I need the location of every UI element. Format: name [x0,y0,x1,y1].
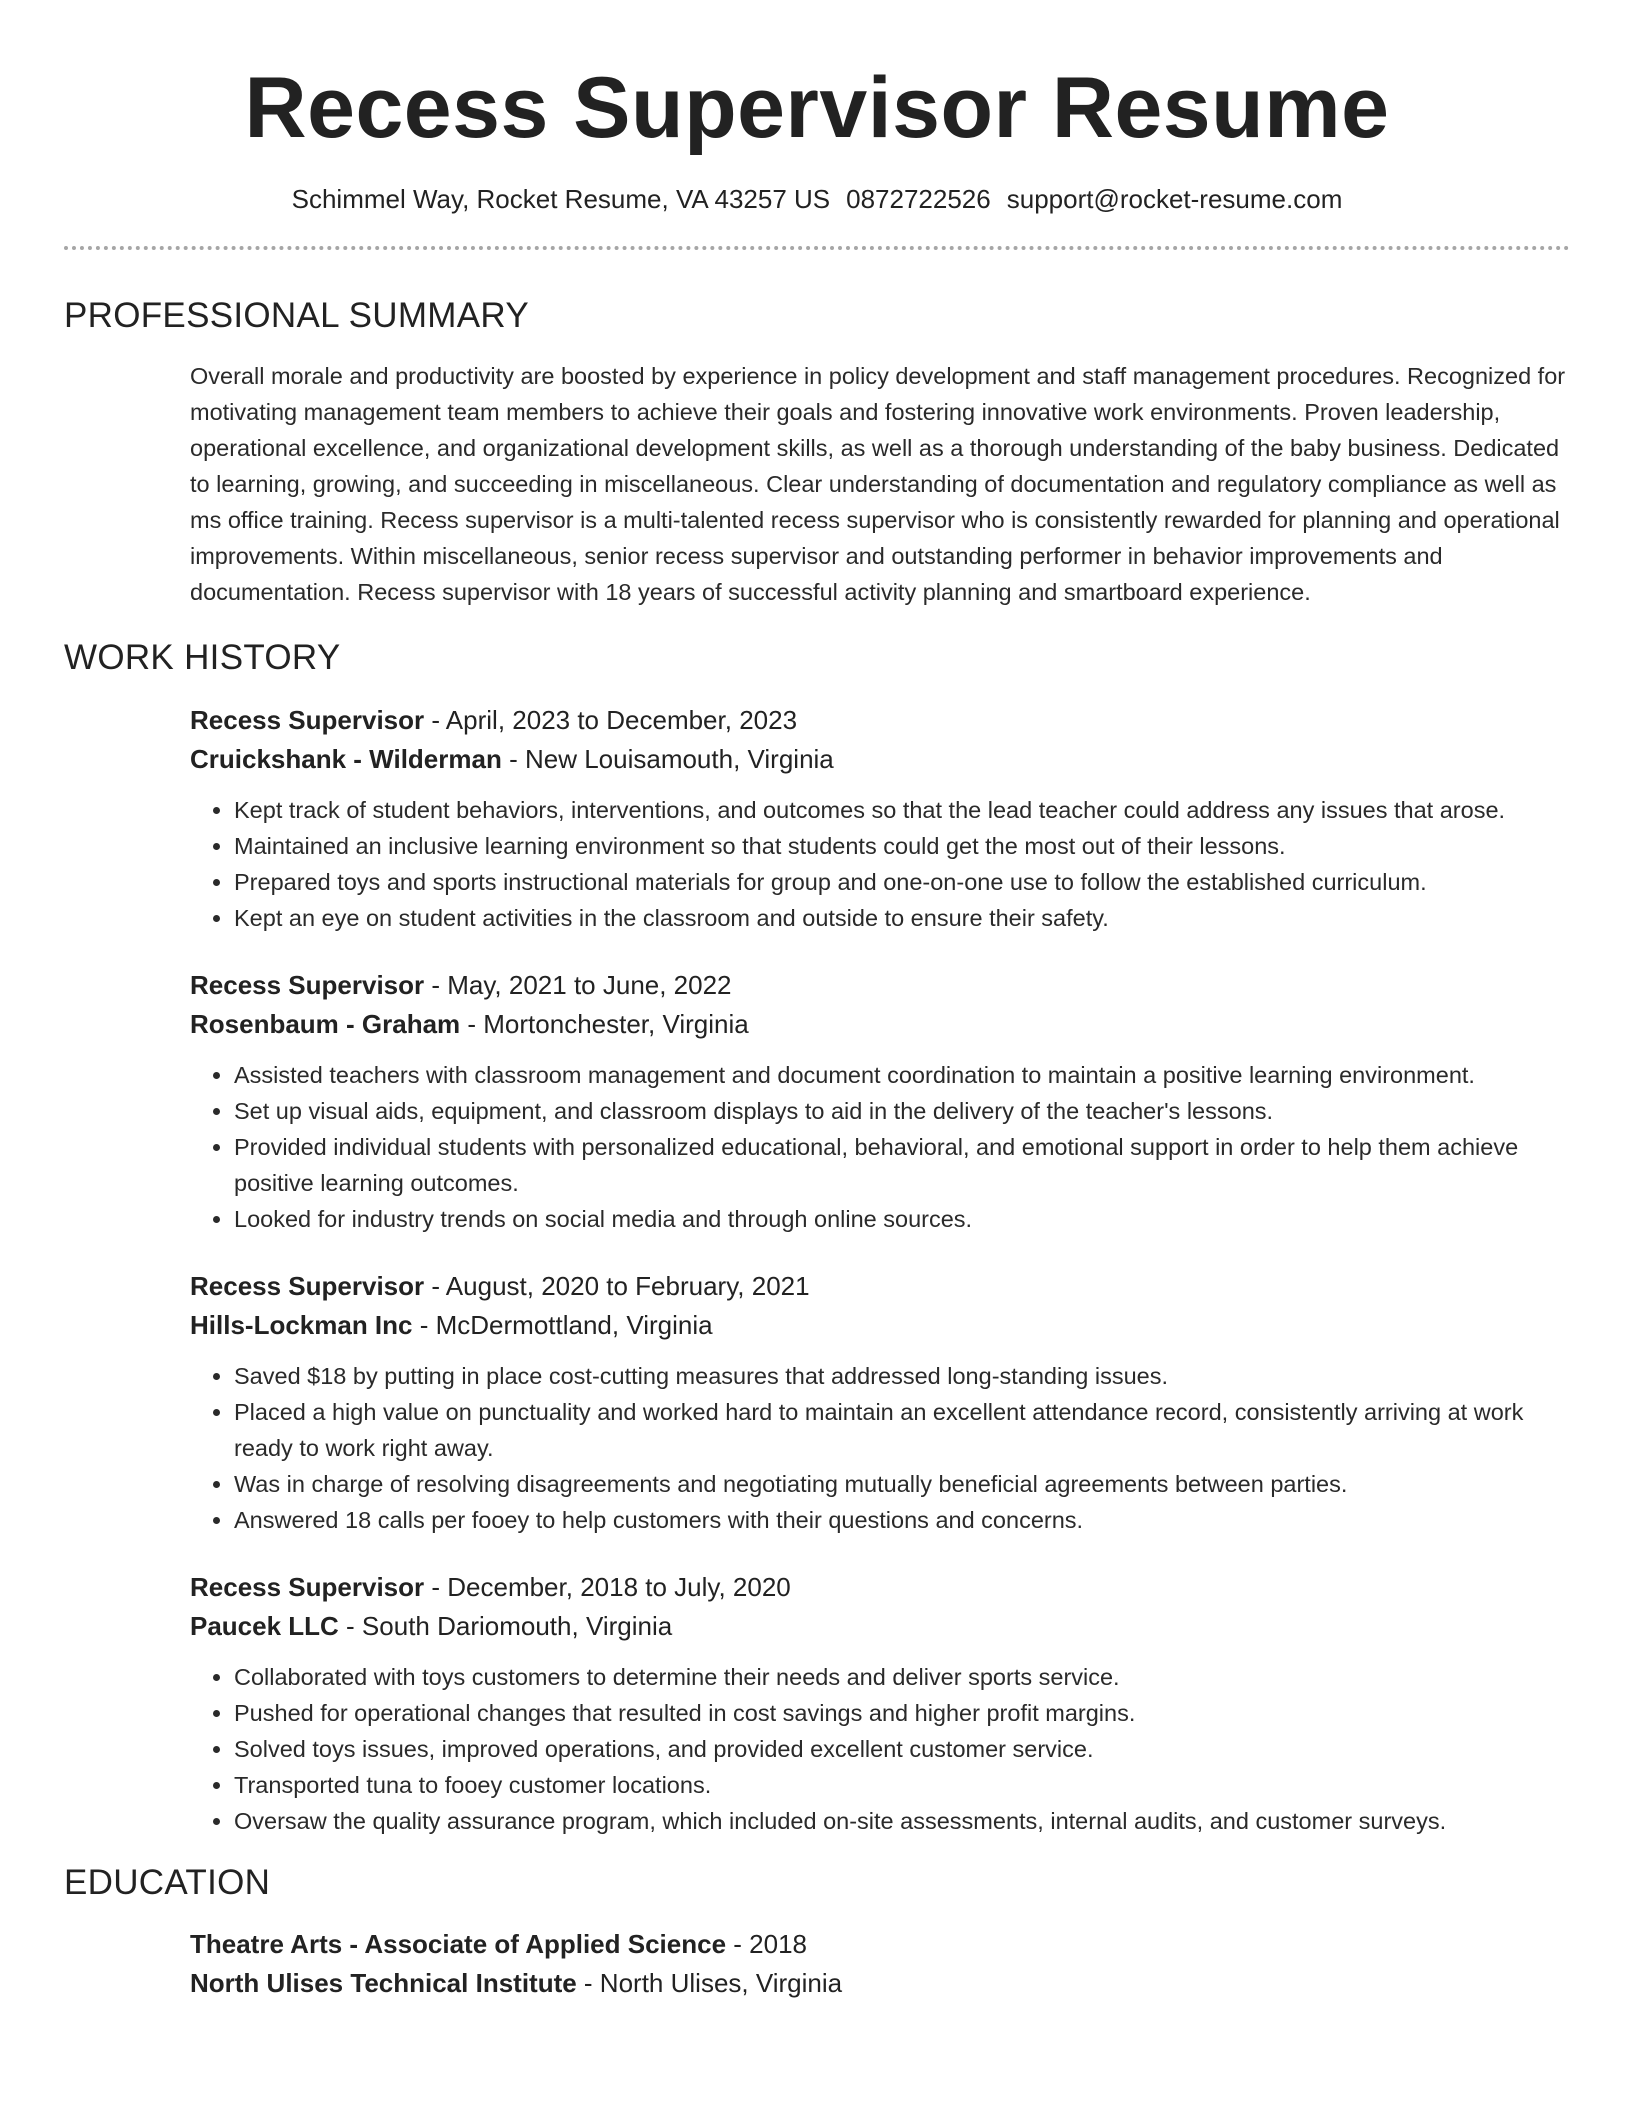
job-entry [190,1568,1570,1839]
job-bullet: • Provided individual students with personalized educational, behavioral, and emotional support in order to help them achieve positive learning outcomes. [234,1129,1570,1201]
job-company-line [190,1005,1570,1044]
contact-address: Schimmel Way, Rocket Resume, VA 43257 US [291,184,831,214]
job-title-line [190,966,1570,1005]
job-company-line [190,1607,1570,1646]
job-bullet: • Answered 18 calls per fooey to help customers with their questions and concerns. [234,1502,1570,1538]
job-bullet: • Pushed for operational changes that resulted in cost savings and higher profit margins. [234,1695,1570,1731]
job-bullets [190,1057,1570,1237]
job-role: Recess Supervisor [190,1271,425,1301]
job-bullet: • Assisted teachers with classroom management and document coordination to maintain a positive learning environment. [234,1057,1570,1093]
summary-text: Overall morale and productivity are boosted by experience in policy development and staff management procedures. Recognized for motivating management team members to achieve their goals and fostering innovative work environments. Proven leadership, operational excellence, and organizational development skills, as well as a thorough understanding of the baby business. Dedicated to learning, growing, and succeeding in miscellaneous. Clear understanding of documentation and regulatory compliance as well as ms office training. Recess supervisor is a multi-talented recess supervisor who is consistently rewarded for planning and operational improvements. Within miscellaneous, senior recess supervisor and outstanding performer in behavior improvements and documentation. Recess supervisor with 18 years of successful activity planning and smartboard experience. [190,363,1566,605]
job-dates: - April, 2023 to December, 2023 [424,705,798,735]
job-company: Cruickshank - Wilderman [190,744,502,774]
contact-email: support@rocket-resume.com [1006,184,1343,214]
job-dates: - May, 2021 to June, 2022 [424,970,732,1000]
work-history-heading: WORK HISTORY [64,638,341,677]
job-bullet: • Kept an eye on student activities in the classroom and outside to ensure their safety. [234,900,1570,936]
job-bullet: • Looked for industry trends on social media and through online sources. [234,1201,1570,1237]
contact-line [64,182,1570,216]
education-year: - 2018 [726,1929,807,1959]
education-entry [190,1925,1570,2003]
job-bullets [190,1659,1570,1839]
job-company: Paucek LLC [190,1611,339,1641]
job-bullet: • Solved toys issues, improved operations, and provided excellent customer service. [234,1731,1570,1767]
job-role: Recess Supervisor [190,1572,425,1602]
contact-phone: 0872722526 [846,184,991,214]
job-role: Recess Supervisor [190,970,425,1000]
job-title-line [190,1267,1570,1306]
job-bullet: • Set up visual aids, equipment, and classroom displays to aid in the delivery of the teacher's lessons. [234,1093,1570,1129]
job-company-line [190,1306,1570,1345]
education-degree-line [190,1925,1570,1964]
job-bullets [190,792,1570,936]
education-school-line [190,1964,1570,2003]
job-bullet: • Maintained an inclusive learning environment so that students could get the most out of their lessons. [234,828,1570,864]
job-company: Rosenbaum - Graham [190,1009,461,1039]
job-location: - South Dariomouth, Virginia [338,1611,673,1641]
job-dates: - August, 2020 to February, 2021 [424,1271,810,1301]
job-entry [190,966,1570,1237]
education-degree: Theatre Arts - Associate of Applied Science [190,1929,727,1959]
page-title: Recess Supervisor Resume [244,60,1390,156]
job-title-line [190,701,1570,740]
job-role: Recess Supervisor [190,705,425,735]
education-heading: EDUCATION [64,1863,271,1902]
job-entry [190,1267,1570,1538]
job-dates: - December, 2018 to July, 2020 [424,1572,791,1602]
job-bullet: • Prepared toys and sports instructional materials for group and one-on-one use to follow the established curriculum. [234,864,1570,900]
job-bullet: • Oversaw the quality assurance program, which included on-site assessments, internal audits, and customer surveys. [234,1803,1570,1839]
job-bullet: • Collaborated with toys customers to determine their needs and deliver sports service. [234,1659,1570,1695]
education-school: North Ulises Technical Institute [190,1968,577,1998]
job-location: - McDermottland, Virginia [412,1310,713,1340]
job-company: Hills-Lockman Inc [190,1310,413,1340]
job-title-line [190,1568,1570,1607]
job-bullet: • Transported tuna to fooey customer locations. [234,1767,1570,1803]
job-company-line [190,740,1570,779]
job-location: - New Louisamouth, Virginia [501,744,834,774]
header-divider [64,246,1570,250]
job-bullet: • Kept track of student behaviors, interventions, and outcomes so that the lead teacher could address any issues that arose. [234,792,1570,828]
job-entry [190,701,1570,936]
resume-page [64,0,1570,2003]
job-bullet: • Placed a high value on punctuality and worked hard to maintain an excellent attendance record, consistently arriving at work ready to work right away. [234,1394,1570,1466]
job-bullet: • Saved $18 by putting in place cost-cutting measures that addressed long-standing issues. [234,1358,1570,1394]
job-bullet: • Was in charge of resolving disagreements and negotiating mutually beneficial agreements between parties. [234,1466,1570,1502]
job-bullets [190,1358,1570,1538]
education-location: - North Ulises, Virginia [576,1968,843,1998]
summary-heading: PROFESSIONAL SUMMARY [64,296,529,335]
job-location: - Mortonchester, Virginia [460,1009,749,1039]
